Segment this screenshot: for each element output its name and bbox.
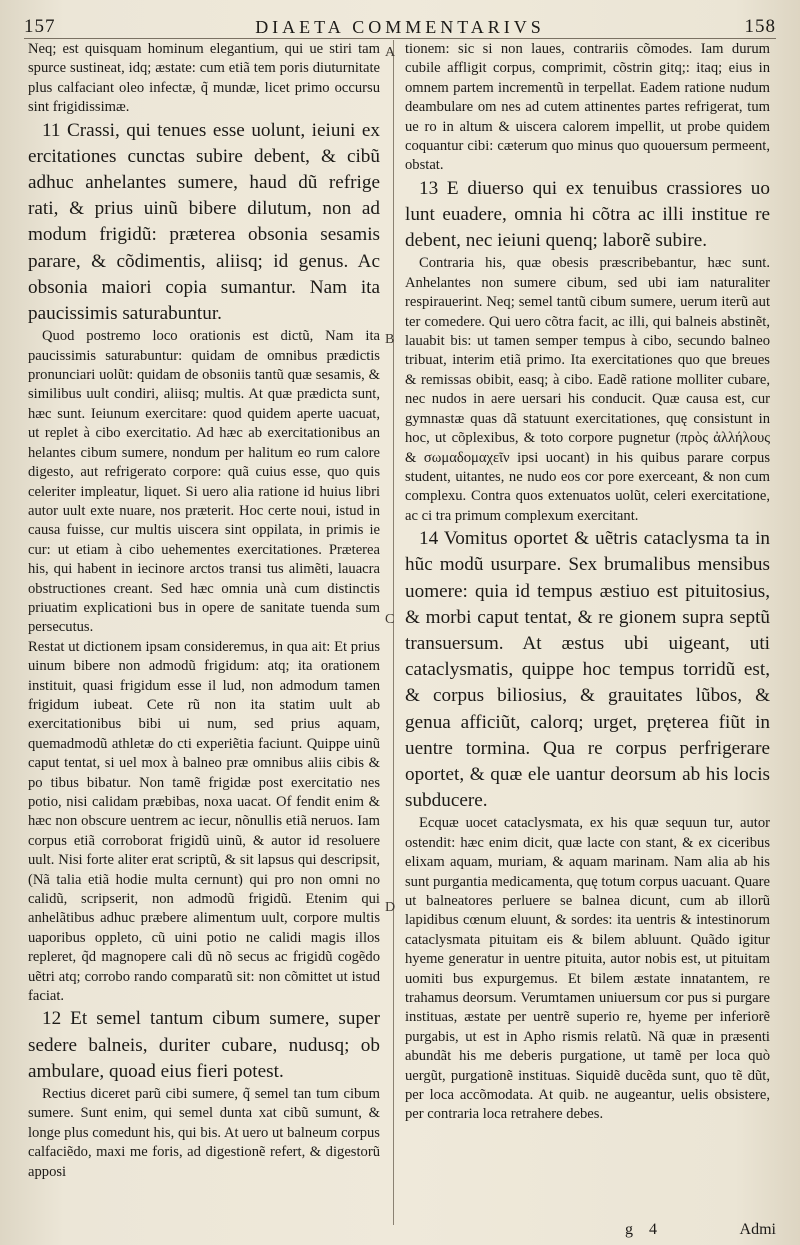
running-header bbox=[24, 4, 776, 39]
left-column bbox=[28, 40, 380, 1220]
commentary-paragraph: Contraria his, quæ obesis præscribebantur, hæc sunt. Anhelantes non sumere cibum, sed ubi iam naturaliter respirauerint. Neq; semel tantũ cibum sumere, uerum iterũ aut ter comedere. Qui uero cõtra facit, ac illi, qui balneis abstinẽt, lauabit bis: ut tamen semper tempus à cibo, secundo balneo tribuat, interim etiã primo. Ita exercitationes quo que breues & remissas obibit, easq; à cibo. Eadẽ ratione molliter cubare, nec nudos in aere uersari his conducit. Quæ causa est, cur gymnastæ quas dã statuunt exercitationes, quę consistunt in hoc, ut cõplexibus, & toto corpore pugnetur (πρὸς ἀλλήλους & σωμαδομαχεῖν ipsi uocant) in his quibus parare corpus student, uitantes, ne nudo eos cor pore exerceant, & non cum complexu. Contra quos extenuatos uolũt, celeri exercitatione, ac ci tra primum complexum exercitant. bbox=[405, 255, 770, 524]
column-divider bbox=[393, 40, 394, 1225]
commentary-paragraph: Rectius diceret parũ cibi sumere, q̃ semel tan tum cibum sumere. Sunt enim, qui semel dunta xat cibũ sumunt, & longe plus comedunt his, qui bis. At uero ut balneum corpus calfaciẽdo, maxi me foris, ad digestionẽ refert, & digestorũ apposi bbox=[28, 1086, 380, 1180]
aphorism-11: 11 Crassi, qui tenues esse uolunt, ieiuni ex ercitationes cunctas subire debent, & cibũ adhuc anhelantes sumere, haud dũ refrige rati, & prius uinũ bibere dilutum, non ad modum frigidũ: præterea obsonia sesamis parare, & cõdimentis, aliisq; id genus. Ac obsonia maiori copia sumantur. Nam ita paucissimis saturabuntur. bbox=[28, 119, 380, 325]
commentary-paragraph: Restat ut dictionem ipsam consideremus, in qua ait: Et prius uinum bibere non admodũ frigidum: atq; ita orationem instituit, quasi frigidum esse il lud, non admodum tamen frigidum iubeat. Cete rũ non ita statim uult ab exercitationibus bibi ui num, sed prius aquam, quemadmodũ athletæ do cti experiẽtia faciunt. Quippe uinũ caput tentat, si uel mox à balneo præ omnibus aliis cibis & po tibus bibatur. Non tamẽ frigidæ post exercitatio nes potio, nisi calidam præbibas, noxa uacat. Of fendit enim & hæc non obscure uentrem ac iecur, nõnullis etiã neruos. Iam corpus etiã corroborat frigidũ uinũ, & autor id resoluere uult. Nisi forte aliter erat scriptũ, & sit lapsus qui descripsit, (Nã talia etiã hodie multa cernunt) qui pro non omni no calidũ, scripserit, non admodũ frigidũ. Etenim qui anhelãtibus adhuc præbere alimentum uult, corpore multis uaporibus oppleto, cũ uini potio ne calidi magis illos repleret, q̃d magnopere cali dũ nõ secus ac frigidũ cogẽdo uẽtri atq; corrobo rando comparatũ sit: non cõmittet ut istud faciat. bbox=[28, 638, 380, 1005]
margin-letter-a: A bbox=[385, 45, 396, 60]
running-title: DIAETA COMMENTARIVS bbox=[255, 17, 545, 37]
aphorism-12: 12 Et semel tantum cibum sumere, super sedere balneis, duriter cubare, nudusq; ob ambulare, quoad eius fieri potest. bbox=[28, 1008, 380, 1082]
margin-letter-c: C bbox=[385, 612, 395, 627]
right-column bbox=[405, 40, 770, 1220]
catchword: Admi bbox=[739, 1221, 776, 1238]
signature-mark: g 4 bbox=[625, 1221, 663, 1238]
left-page-number: 157 bbox=[24, 16, 56, 37]
aphorism-14: 14 Vomitus oportet & uẽtris cataclysma ta in hũc modũ usurpare. Sex brumalibus mensibus uomere: quia id tempus æstiuo est pituitosius, & morbi caput tentat, & re gionem supra septũ transuersum. At æstus ubi uigeant, uti cataclysmatis, quippe hoc tempus torridũ est, & corpus biliosius, & grauitates lũbos, & genua afficiũt, calorq; urget, pręterea fiũt in uentre tormina. Qua re corpus perfrigerare oportet, & quæ ele uantur deorsum ab his locis subducere. bbox=[405, 528, 770, 812]
page-footer bbox=[405, 1217, 776, 1239]
right-page-number: 158 bbox=[744, 16, 776, 37]
left-paragraph-1: Neq; est quisquam hominum elegantium, qui ue stiri tam spurce sustineat, idq; æstate: cum etiã tem poris diuturnitate plus calfaciant oleo infectæ, q̃ mundæ, licet primo occursu sint frigidissimæ. bbox=[28, 41, 380, 116]
aphorism-13: 13 E diuerso qui ex tenuibus crassiores uo lunt euadere, omnia hi cõtra ac illi institue re debent, nec ieiuni quenq; laborẽ subire. bbox=[405, 177, 770, 252]
margin-letter-d: D bbox=[385, 900, 396, 915]
right-paragraph-1: tionem: sic si non laues, contrariis cõmodes. Iam durum cubile affligit corpus, comprimit, cõstrin gitq;: itaq; eius in omnem partem incrementũ in terpellat. Eadem ratione nudum deambulare om nes ad cutem attinentes partes refrigerat, tum ue ro in altum & uiscera calorem impellit, ut probe quidem coquantur cibi: cæterum quo minus quo quouersum permeent, obstat. bbox=[405, 41, 770, 174]
commentary-paragraph: Ecquæ uocet cataclysmata, ex his quæ sequun tur, autor ostendit: hæc enim dicit, quæ lacte con stant, & ex ciceribus elixam aquam, muriam, & aquam marinam. Nam alia ab his sunt purgantia medicamenta, quę totum corpus uacuant. Quare ut balneatores perluere se balnea dicunt, cum ab illorũ lapidibus cœnum eluunt, & sordes: ita uentris & intestinorum cataclysmata pituitam eis & bilem abluunt. Quãdo igitur hyeme generatur in uentre pituita, autor nobis est, ut pituitam uomiti bus expurgemus. Et bilem æstate innatantem, re trahamus deorsum. Verumtamen uniuersum cor pus si purgare instituas, æstate per uentrẽ superio re, hyeme per inferiorẽ purgabis, ut est in Apho rismis relatũ. Nã quæ in præsenti abundãt his me deberis purgatione, ut tamẽ per loca quò uergũt, purgationẽ instituas. Siquidẽ ducẽda sunt, quo tẽ dũt, per loca accõmodata. At quib. ne augeantur, uelis obsistere, per contraria loca retrahere debes. bbox=[405, 815, 770, 1123]
margin-letter-b: B bbox=[385, 332, 395, 347]
commentary-paragraph: Quod postremo loco orationis est dictũ, Nam ita paucissimis saturabuntur: quidam de omnibus prædictis pronunciari uolũt: quidam de obsoniis tantũ quæ sesamis, & similibus uult condiri, aliisq; multis. At quæ prædicta sunt, hæc sunt. Ieiunum exercitare: quod quidem aperte uacuat, ut replet à cibo exercitatio. Ad hæc ab exercitationibus an helantes cibum sumere, nondum per halitum eo rum calore digesto, aut refrigerato corpore: quã cuius esse, quo quis celeriter impleatur, liquet. Si uero alia ratione id huius libri autor uult exte nuare, nos præterit. Hoc certe noui, istud in causa fuisse, cur multis uiscera sint oppilata, in primis ie cur: ut etiam à cibo uehementes exercitationes. Præterea his, qui habent in iecinore arctos transi tus alimẽti, lauacra obstructiones creant. Sed hæc omnia unà cum distinctis priuatim explicationi bus in opere de sanitate tuenda sum persecutus. bbox=[28, 328, 380, 636]
